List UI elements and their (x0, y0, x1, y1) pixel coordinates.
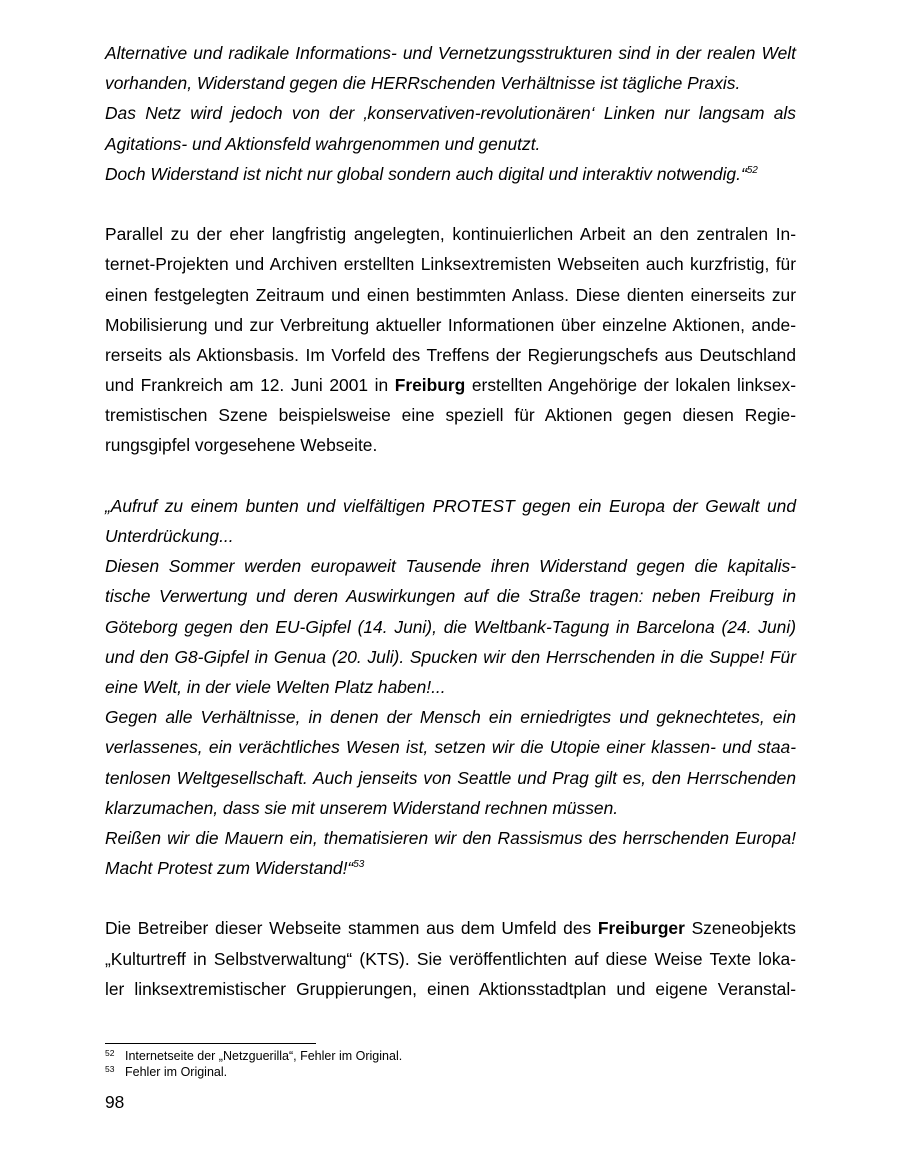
quote-line: verlassenes, ein verächtliches Wesen ist, setzen wir die Utopie einer klassen- und staa- (105, 737, 796, 758)
quote-line: tische Verwertung und deren Auswirkungen auf die Straße tragen: neben Freiburg in (105, 586, 796, 607)
quote-line: Unterdrückung... (105, 526, 234, 546)
bold-place-name: Freiburg (394, 375, 466, 396)
quote-line: „Aufruf zu einem bunten und vielfältigen PROTEST gegen ein Europa der Gewalt und (105, 495, 796, 516)
text-segment: und Frankreich am 12. Juni 2001 in (105, 375, 395, 396)
page-number: 98 (105, 1092, 125, 1112)
quote-line: Gegen alle Verhältnisse, in denen der Mensch ein erniedrigtes und geknechtetes, ein (105, 707, 796, 728)
quote-line (105, 853, 796, 883)
paragraph-line: ternet-Projekten und Archiven erstellten Linksextremisten Webseiten auch kurzfristig, für (105, 254, 796, 275)
quote-line: Alternative und radikale Informations- und Vernetzungsstrukturen sind in der realen Welt (105, 43, 796, 63)
paragraph-line: tremistischen Szene beispielsweise eine speziell für Aktionen gegen diesen Regie- (105, 405, 796, 426)
paragraph-spacer (105, 461, 796, 491)
footnote-number: 53 (105, 1063, 115, 1074)
paragraph-line (105, 370, 796, 400)
quote-line: und den G8-Gipfel in Genua (20. Juli). Spucken wir den Herrschenden in die Suppe! Für (105, 646, 796, 667)
paragraph-line (105, 913, 796, 943)
quote-block-netzguerilla (105, 38, 796, 189)
paragraph-spacer (105, 189, 796, 219)
paragraph-betreiber (105, 913, 796, 1004)
quote-line: vorhanden, Widerstand gegen die HERRschenden Verhältnisse ist tägliche Praxis. (105, 73, 741, 94)
quote-line: Das Netz wird jedoch von der ‚konservativen-revolutionären‘ Linken nur langsam als (105, 103, 796, 124)
page-body (105, 38, 796, 1004)
quote-block-aufruf (105, 491, 796, 883)
text-segment: Die Betreiber dieser Webseite stammen aus dem Umfeld des (105, 918, 598, 939)
footnote-ref: 53 (353, 859, 365, 871)
footnote-text: Internetseite der „Netzguerilla“, Fehler im Original. (125, 1049, 403, 1063)
quote-line-text: Macht Protest zum Widerstand!“ (105, 858, 354, 879)
paragraph-line: ler linksextremistischer Gruppierungen, einen Aktionsstadtplan und eigene Veranstal- (105, 978, 796, 999)
text-segment: erstellten Angehörige der lokalen linksex- (465, 375, 796, 396)
quote-line: Agitations- und Aktionsfeld wahrgenommen und genutzt. (105, 133, 541, 154)
quote-line: Diesen Sommer werden europaweit Tausende ihren Widerstand gegen die kapitalis- (105, 556, 796, 577)
bold-place-name: Freiburger (597, 918, 685, 939)
footnotes (105, 1049, 796, 1080)
text-segment: Szeneobjekts (684, 918, 796, 939)
footnote-ref: 52 (746, 164, 758, 176)
quote-line: tenlosen Weltgesellschaft. Auch jenseits von Seattle und Prag gilt es, den Herrschenden (105, 767, 796, 788)
paragraph-line: Parallel zu der eher langfristig angelegten, kontinuierlichen Arbeit an den zentralen In- (105, 224, 796, 245)
paragraph-line: einen festgelegten Zeitraum und einen bestimmten Anlass. Diese dienten einerseits zur (105, 284, 796, 305)
footnote-text: Fehler im Original. (125, 1064, 228, 1079)
paragraph-line: rungsgipfel vorgesehene Webseite. (105, 435, 378, 456)
footnote-52 (105, 1049, 796, 1065)
paragraph-parallel-webseiten (105, 219, 796, 461)
footnote-number: 52 (105, 1048, 115, 1058)
paragraph-line: Mobilisierung und zur Verbreitung aktueller Informationen über einzelne Aktionen, ande- (105, 314, 796, 335)
quote-line: Göteborg gegen den EU-Gipfel (14. Juni), die Weltbank-Tagung in Barcelona (24. Juni) (105, 616, 796, 637)
quote-line: eine Welt, in der viele Welten Platz haben!... (105, 676, 446, 697)
quote-line (105, 159, 796, 189)
footnote-53 (105, 1065, 796, 1081)
quote-line: Reißen wir die Mauern ein, thematisieren wir den Rassismus des herrschenden Europa! (105, 827, 796, 848)
paragraph-spacer (105, 883, 796, 913)
quote-line-text: Doch Widerstand ist nicht nur global sondern auch digital und interaktiv notwendig.“ (105, 163, 747, 184)
quote-line: klarzumachen, dass sie mit unserem Widerstand rechnen müssen. (105, 797, 619, 818)
footnote-divider (105, 1043, 316, 1044)
paragraph-line: „Kulturtreff in Selbstverwaltung“ (KTS). Sie veröffentlichten auf diese Weise Texte loka- (105, 948, 796, 969)
paragraph-line: rerseits als Aktionsbasis. Im Vorfeld des Treffens der Regierungschefs aus Deutschland (105, 344, 796, 365)
